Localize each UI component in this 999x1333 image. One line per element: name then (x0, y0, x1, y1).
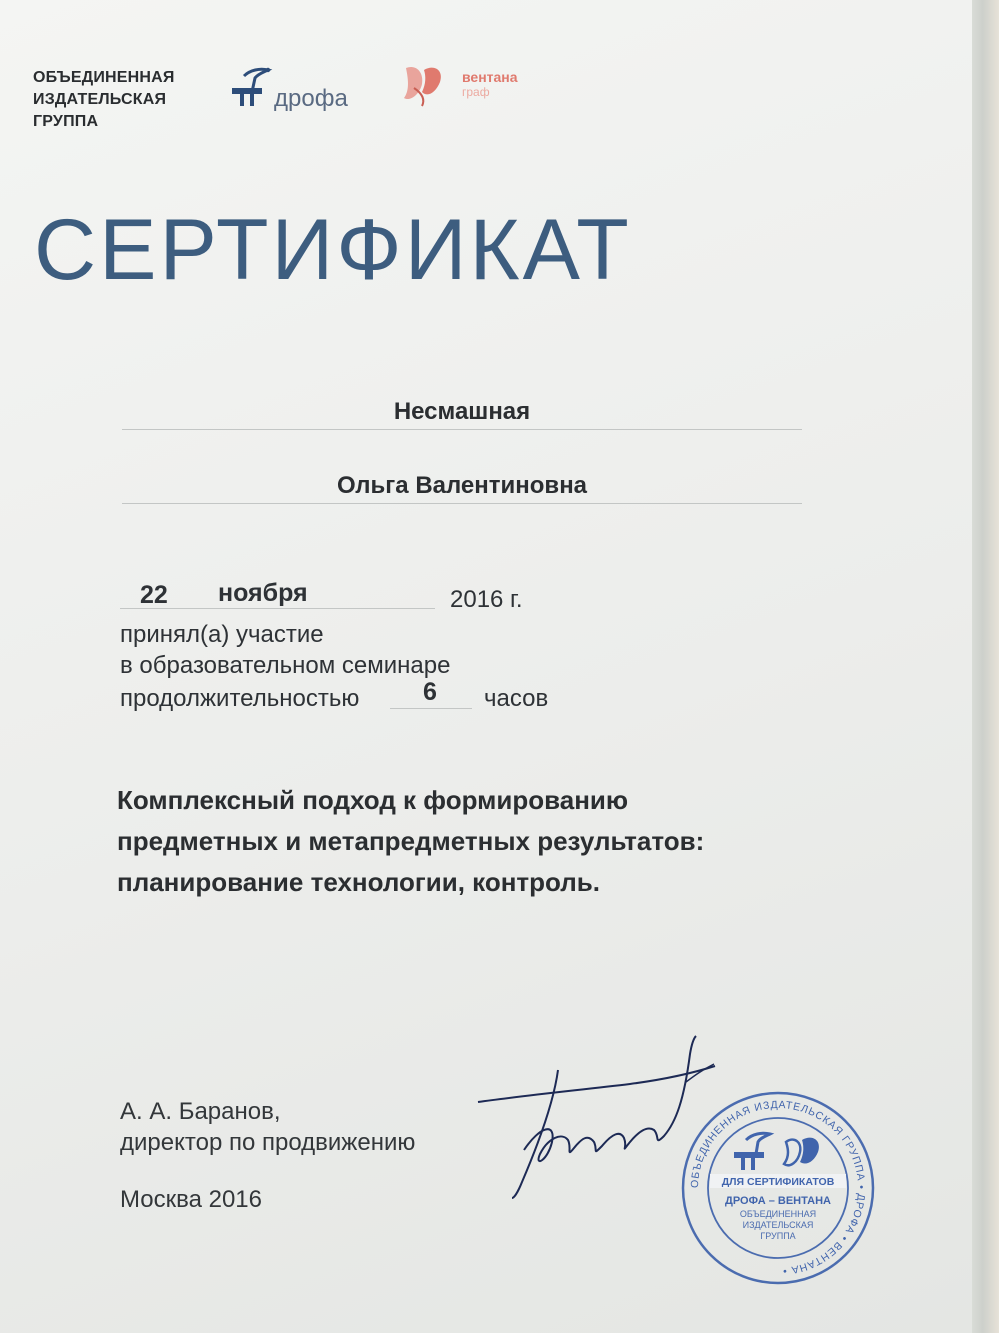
participation-line-1: принял(а) участие (120, 621, 324, 648)
group-name-line: ИЗДАТЕЛЬСКАЯ (33, 91, 167, 108)
certificate-title: СЕРТИФИКАТ (34, 202, 632, 298)
publisher-group-name (33, 67, 175, 133)
duration-label: продолжительностью (120, 685, 360, 712)
seminar-title-line: Комплексный подход к формированию (117, 785, 629, 815)
official-stamp (680, 1090, 876, 1286)
stamp-ventana-emblem (784, 1138, 819, 1166)
seminar-title-line: планирование технологии, контроль. (117, 867, 600, 897)
stamp-band-text: ДЛЯ СЕРТИФИКАТОВ (721, 1176, 835, 1188)
surname-underline (122, 429, 802, 430)
ventana-logo-subtext: граф (462, 85, 490, 99)
drofa-logo-text: дрофа (274, 85, 348, 112)
event-year: 2016 г. (450, 586, 523, 613)
given-names-underline (122, 503, 802, 504)
ventana-logo-text: вентана (462, 69, 518, 85)
recipient-given-names: Ольга Валентиновна (336, 472, 588, 499)
drofa-logo (228, 66, 363, 114)
date-underline (120, 608, 435, 609)
stamp-line-3: ИЗДАТЕЛЬСКАЯ (742, 1220, 814, 1230)
place-and-year: Москва 2016 (120, 1186, 262, 1213)
group-name-line: ОБЪЕДИНЕННАЯ (33, 69, 175, 86)
event-day: 22 (140, 581, 168, 609)
ventana-logo (400, 62, 530, 110)
signer-position: директор по продвижению (120, 1129, 416, 1156)
participation-line-2: в образовательном семинаре (120, 652, 451, 679)
group-name-line: ГРУППА (33, 113, 99, 130)
signer-block (120, 1096, 415, 1158)
seminar-title (117, 780, 797, 903)
recipient-surname: Несмашная (393, 398, 531, 425)
stamp-line-4: ГРУППА (760, 1231, 796, 1241)
duration-underline (390, 708, 472, 709)
duration-value: 6 (423, 678, 437, 706)
signer-name: А. А. Баранов, (120, 1098, 281, 1125)
stamp-outer-textpath: ОБЪЕДИНЕННАЯ ИЗДАТЕЛЬСКАЯ ГРУППА • ДРОФА • ВЕНТАНА • (688, 1098, 868, 1277)
duration-unit: часов (484, 685, 549, 712)
seminar-title-line: предметных и метапредметных результатов: (117, 826, 705, 856)
event-month: ноября (218, 579, 308, 607)
stamp-line-1: ДРОФА – ВЕНТАНА (725, 1195, 831, 1207)
paper-edge (972, 0, 999, 1333)
stamp-drofa-emblem (734, 1133, 770, 1170)
stamp-line-2: ОБЪЕДИНЕННАЯ (739, 1209, 817, 1219)
